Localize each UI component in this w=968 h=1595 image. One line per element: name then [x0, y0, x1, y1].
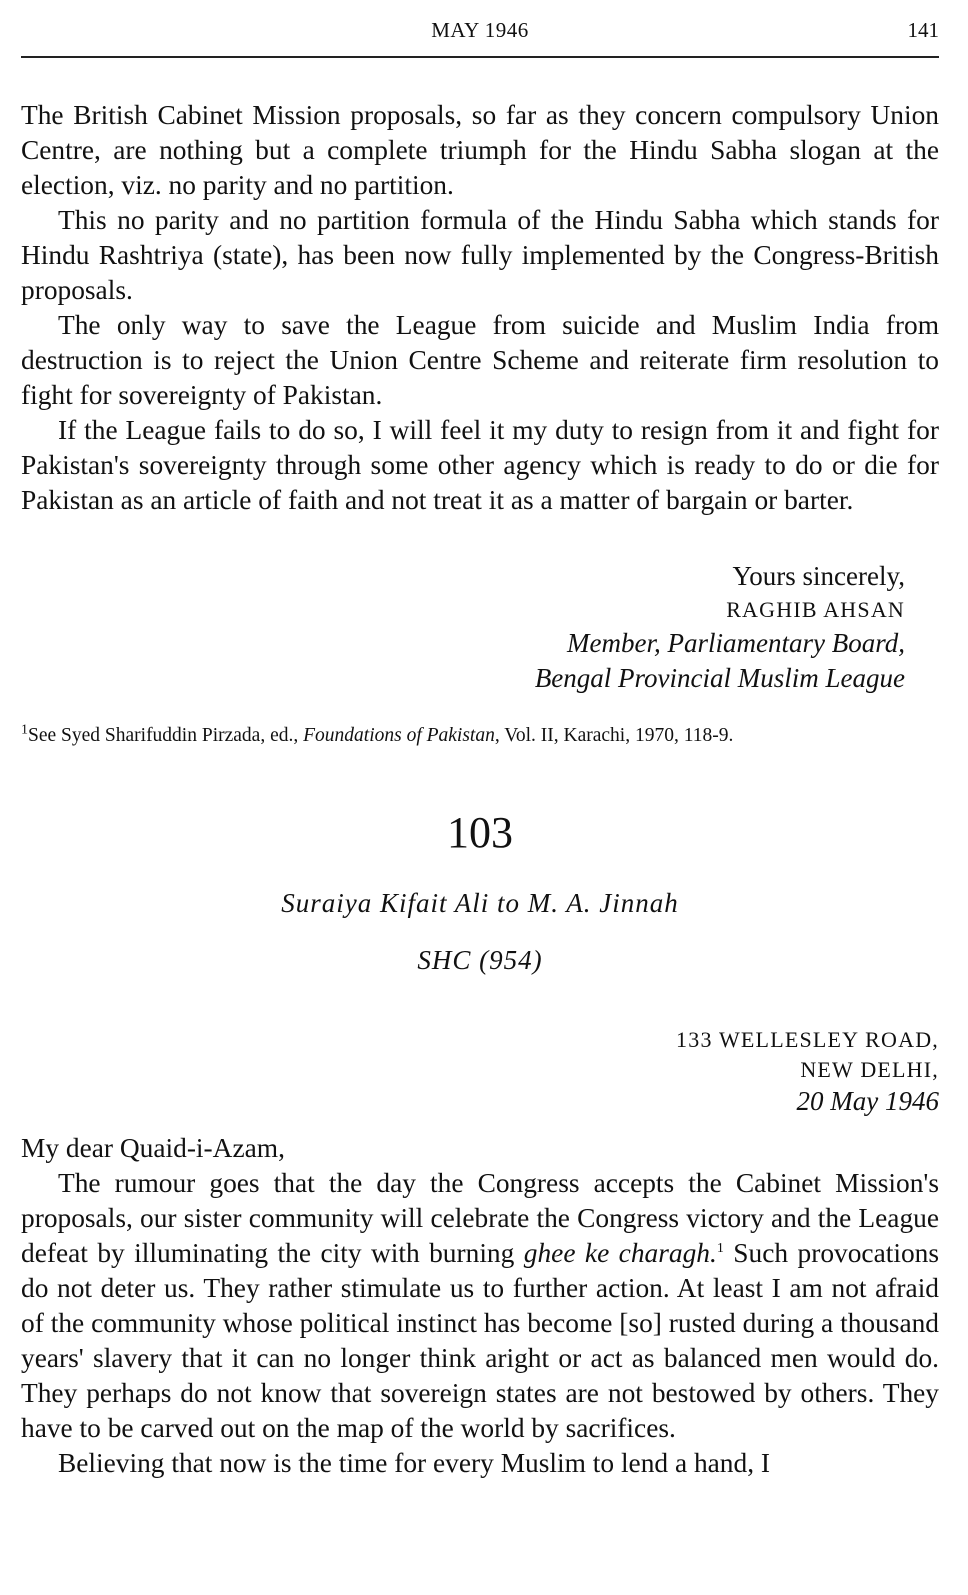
italic-phrase: ghee ke charagh. — [523, 1238, 717, 1268]
footnote-text: See Syed Sharifuddin Pirzada, ed., — [28, 725, 304, 746]
paragraph-text: Such provocations do not deter us. They rather stimulate us to further action. At least I am not afraid of the community whose political instinct has become [so] rusted during a thousand years' slavery that it can no longer think aright or act as balanced men would do. They perhaps do not know that sovereign states are not bestowed by others. They have to be carved out on the map of the world by sacrifices. — [21, 1238, 939, 1443]
page-number: 141 — [907, 18, 939, 42]
paragraph: If the League fails to do so, I will feel it my duty to resign from it and fight for Pakistan's sovereignty through some other agency which is ready to do or die for Pakistan as an article of faith and not treat it as a matter of bargain or barter. — [21, 415, 939, 515]
footnote-reference: 1 — [716, 1240, 724, 1256]
paragraph-text: The rumour goes that the day the Congress accepts the Cabinet Mission's proposals, our sister community will celebrate the Congress victory and the League defeat by illuminating the city with burning — [21, 1168, 939, 1268]
address-line: NEW DELHI, — [800, 1057, 939, 1082]
letter-103-body — [21, 1131, 939, 1481]
footnote-marker: 1 — [21, 722, 28, 738]
address-line: 133 WELLESLEY ROAD, — [676, 1027, 939, 1052]
header-rule — [21, 56, 939, 58]
signatory: RAGHIB AHSAN — [726, 597, 905, 622]
paragraph: The British Cabinet Mission proposals, so far as they concern compulsory Union Centre, are nothing but a complete triumph for the Hindu Sabha slogan at the election, viz. no parity and no partition. — [21, 100, 939, 200]
paragraph: The only way to save the League from suicide and Muslim India from destruction is to reject the Union Centre Scheme and reiterate firm resolution to fight for sovereignty of Pakistan. — [21, 310, 939, 410]
closing: Yours sincerely, — [732, 561, 905, 591]
paragraph: This no parity and no partition formula of the Hindu Sabha which stands for Hindu Rashtriya (state), has been now fully implemented by the Congress-British proposals. — [21, 205, 939, 305]
running-title: MAY 1946 — [431, 18, 529, 42]
document-number: 103 — [447, 808, 513, 857]
letter-102-body — [21, 98, 939, 518]
footnote-work-title: Foundations of Pakistan — [303, 725, 495, 746]
designation-line-2: Bengal Provincial Muslim League — [534, 663, 905, 693]
footnote-citation: , Vol. II, Karachi, 1970, 118-9. — [494, 725, 734, 746]
footnote — [21, 722, 939, 750]
book-page — [21, 0, 939, 1595]
letter-date: 20 May 1946 — [796, 1086, 939, 1116]
running-head — [21, 14, 939, 48]
designation-line-1: Member, Parliamentary Board, — [567, 628, 905, 658]
sender-address — [676, 1025, 939, 1085]
document-heading: Suraiya Kifait Ali to M. A. Jinnah — [281, 888, 679, 918]
document-reference: SHC (954) — [417, 945, 543, 975]
paragraph: Believing that now is the time for every Muslim to lend a hand, I — [58, 1448, 771, 1478]
paragraph — [21, 1166, 939, 1446]
salutation: My dear Quaid-i-Azam, — [21, 1133, 285, 1163]
